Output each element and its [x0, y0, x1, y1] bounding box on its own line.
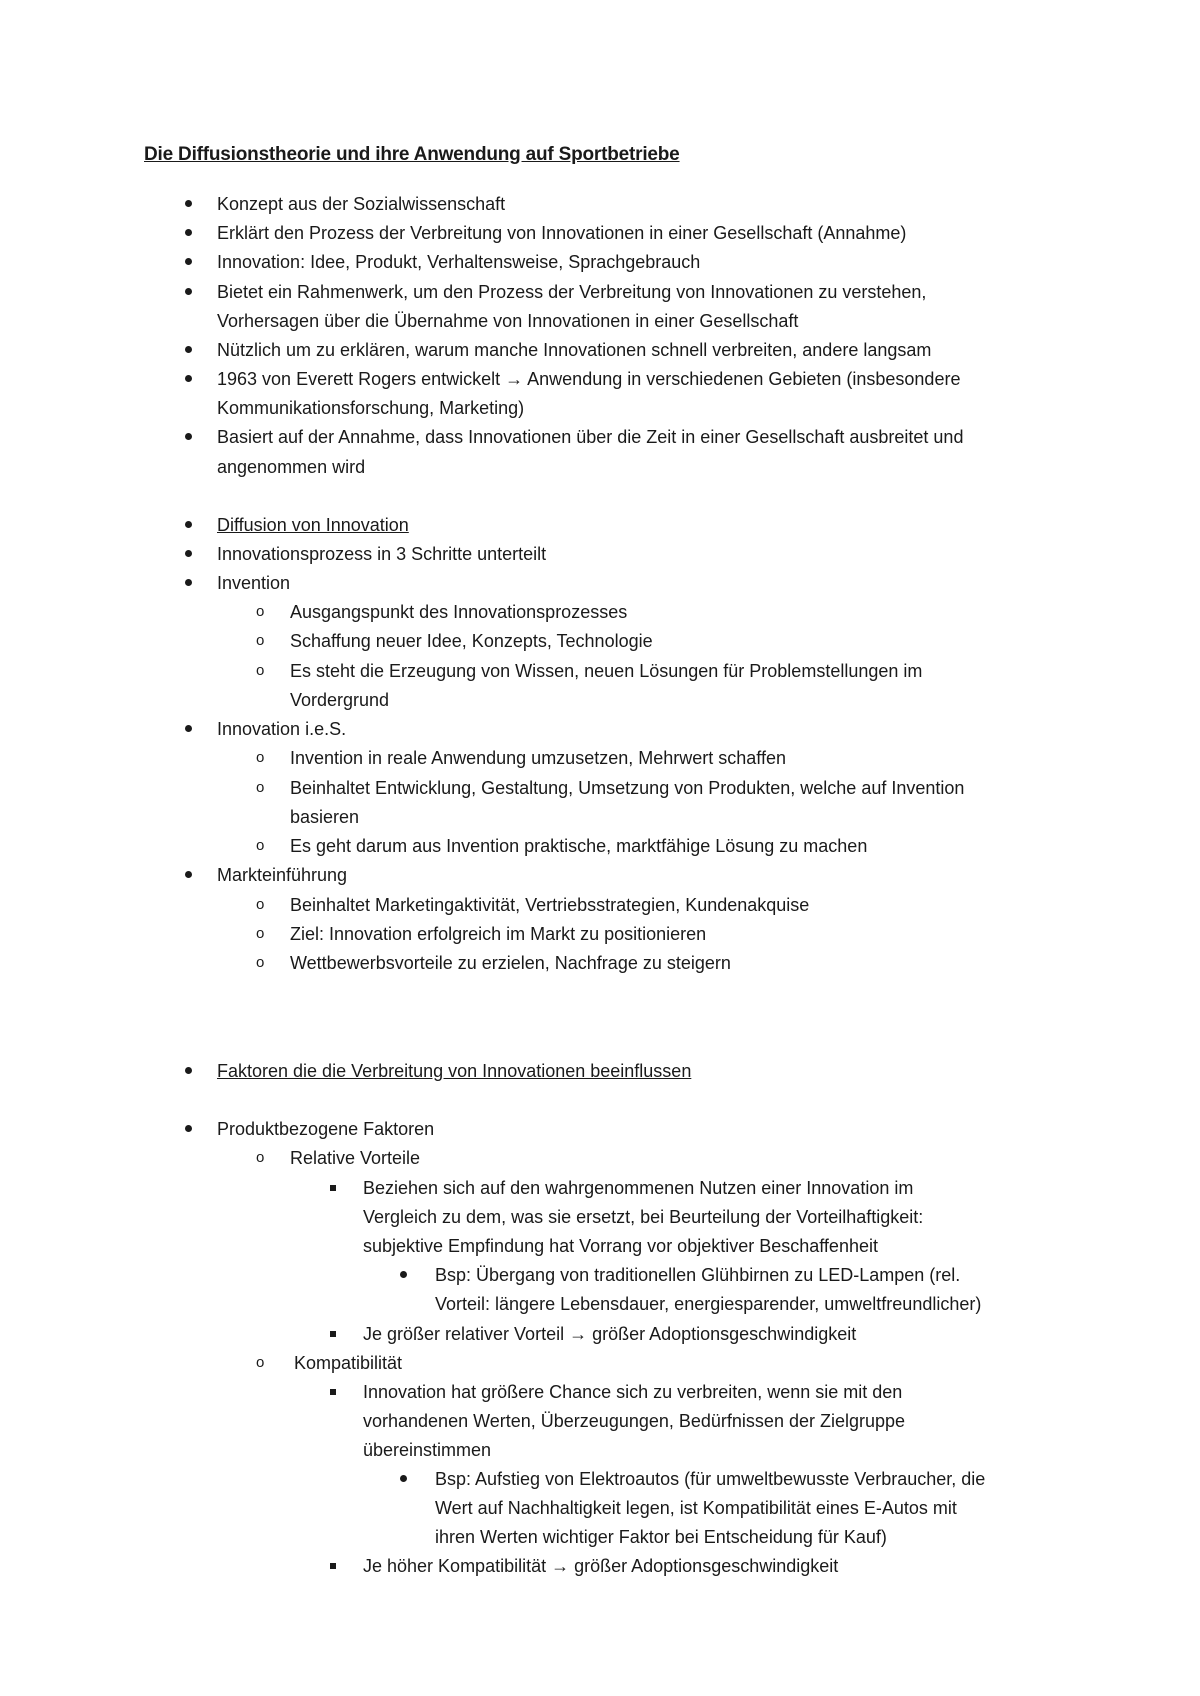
- list-item-invention: Invention: [217, 573, 291, 593]
- list-item-product-factors: Produktbezogene Faktoren: [217, 1119, 435, 1139]
- sub-list-item-continuation: basieren: [290, 807, 360, 827]
- sub-list-item: Es steht die Erzeugung von Wissen, neuen Lösungen für Problemstellungen im: [290, 661, 923, 681]
- sub-bullet-icon: o: [256, 954, 265, 971]
- sub-bullet-icon: o: [256, 749, 265, 766]
- sub-list-item: Ziel: Innovation erfolgreich im Markt zu positionieren: [290, 924, 707, 944]
- list-item: Erklärt den Prozess der Verbreitung von Innovationen in einer Gesellschaft (Annahme): [217, 223, 907, 243]
- square-bullet-icon: [330, 1185, 336, 1191]
- bullet-icon: [185, 550, 192, 557]
- sub-bullet-icon: o: [256, 925, 265, 942]
- sub-list-item: Beinhaltet Marketingaktivität, Vertriebsstrategien, Kundenakquise: [290, 895, 810, 915]
- document-title: Die Diffusionstheorie und ihre Anwendung auf Sportbetriebe: [144, 144, 680, 165]
- sub-list-item-continuation: Vordergrund: [290, 690, 390, 710]
- sub-list-item-compat: Kompatibilität: [294, 1353, 403, 1373]
- bullet-icon: [185, 433, 192, 440]
- section-heading-factors: Faktoren die die Verbreitung von Innovationen beeinflussen: [217, 1061, 692, 1081]
- list-item: 1963 von Everett Rogers entwickelt → Anwendung in verschiedenen Gebieten (insbesondere: [217, 369, 961, 389]
- square-bullet-icon: [330, 1389, 336, 1395]
- level3-item-continuation: Vergleich zu dem, was sie ersetzt, bei Beurteilung der Vorteilhaftigkeit:: [363, 1207, 924, 1227]
- list-item: Basiert auf der Annahme, dass Innovationen über die Zeit in einer Gesellschaft ausbreitet und: [217, 427, 964, 447]
- sub-list-item: Beinhaltet Entwicklung, Gestaltung, Umsetzung von Produkten, welche auf Invention: [290, 778, 965, 798]
- level3-item-continuation: subjektive Empfindung hat Vorrang vor objektiver Beschaffenheit: [363, 1236, 878, 1256]
- sub-bullet-icon: o: [256, 632, 265, 649]
- bullet-icon: [185, 346, 192, 353]
- square-bullet-icon: [330, 1331, 336, 1337]
- level4-item: Bsp: Aufstieg von Elektroautos (für umweltbewusste Verbraucher, die: [435, 1469, 986, 1489]
- sub-list-item: Ausgangspunkt des Innovationsprozesses: [290, 602, 628, 622]
- list-item-innovation-ies: Innovation i.e.S.: [217, 719, 347, 739]
- bullet-icon: [185, 258, 192, 265]
- sub-list-item: Schaffung neuer Idee, Konzepts, Technologie: [290, 631, 653, 651]
- bullet-icon: [400, 1271, 407, 1278]
- list-item-continuation: angenommen wird: [217, 457, 366, 477]
- sub-list-item: Es geht darum aus Invention praktische, marktfähige Lösung zu machen: [290, 836, 868, 856]
- sub-list-item: Invention in reale Anwendung umzusetzen, Mehrwert schaffen: [290, 748, 786, 768]
- sub-bullet-icon: o: [256, 662, 265, 679]
- list-item: Bietet ein Rahmenwerk, um den Prozess der Verbreitung von Innovationen zu verstehen,: [217, 282, 927, 302]
- bullet-icon: [185, 871, 192, 878]
- level4-item-continuation: Vorteil: längere Lebensdauer, energiesparender, umweltfreundlicher): [435, 1294, 982, 1314]
- bullet-icon: [400, 1475, 407, 1482]
- level3-item: Beziehen sich auf den wahrgenommenen Nutzen einer Innovation im: [363, 1178, 914, 1198]
- bullet-icon: [185, 725, 192, 732]
- bullet-icon: [185, 1067, 192, 1074]
- level3-item-continuation: vorhandenen Werten, Überzeugungen, Bedürfnissen der Zielgruppe: [363, 1411, 906, 1431]
- level3-item-continuation: übereinstimmen: [363, 1440, 492, 1460]
- list-item-continuation: Kommunikationsforschung, Marketing): [217, 398, 525, 418]
- sub-bullet-icon: o: [256, 837, 265, 854]
- level3-item: Innovation hat größere Chance sich zu verbreiten, wenn sie mit den: [363, 1382, 903, 1402]
- sub-list-item: Wettbewerbsvorteile zu erzielen, Nachfrage zu steigern: [290, 953, 731, 973]
- list-item: Innovation: Idee, Produkt, Verhaltensweise, Sprachgebrauch: [217, 252, 701, 272]
- level3-item: Je größer relativer Vorteil → größer Adoptionsgeschwindigkeit: [363, 1324, 857, 1344]
- sub-bullet-icon: o: [256, 896, 265, 913]
- level4-item-continuation: ihren Werten wichtiger Faktor bei Entscheidung für Kauf): [435, 1527, 887, 1547]
- bullet-icon: [185, 288, 192, 295]
- sub-list-item-relative: Relative Vorteile: [290, 1148, 421, 1168]
- level4-item-continuation: Wert auf Nachhaltigkeit legen, ist Kompatibilität eines E-Autos mit: [435, 1498, 957, 1518]
- level4-item: Bsp: Übergang von traditionellen Glühbirnen zu LED-Lampen (rel.: [435, 1265, 961, 1285]
- list-item-continuation: Vorhersagen über die Übernahme von Innovationen in einer Gesellschaft: [217, 311, 799, 331]
- square-bullet-icon: [330, 1563, 336, 1569]
- bullet-icon: [185, 200, 192, 207]
- bullet-icon: [185, 579, 192, 586]
- bullet-icon: [185, 375, 192, 382]
- bullet-icon: [185, 521, 192, 528]
- level3-item: Je höher Kompatibilität → größer Adoptionsgeschwindigkeit: [363, 1556, 839, 1576]
- bullet-icon: [185, 229, 192, 236]
- list-item: Innovationsprozess in 3 Schritte unterteilt: [217, 544, 547, 564]
- list-item: Konzept aus der Sozialwissenschaft: [217, 194, 506, 214]
- sub-bullet-icon: o: [256, 603, 265, 620]
- sub-bullet-icon: o: [256, 1354, 265, 1371]
- sub-bullet-icon: o: [256, 779, 265, 796]
- list-item-market: Markteinführung: [217, 865, 348, 885]
- section-heading-diffusion: Diffusion von Innovation: [217, 515, 409, 535]
- list-item: Nützlich um zu erklären, warum manche Innovationen schnell verbreiten, andere langsam: [217, 340, 932, 360]
- sub-bullet-icon: o: [256, 1149, 265, 1166]
- bullet-icon: [185, 1125, 192, 1132]
